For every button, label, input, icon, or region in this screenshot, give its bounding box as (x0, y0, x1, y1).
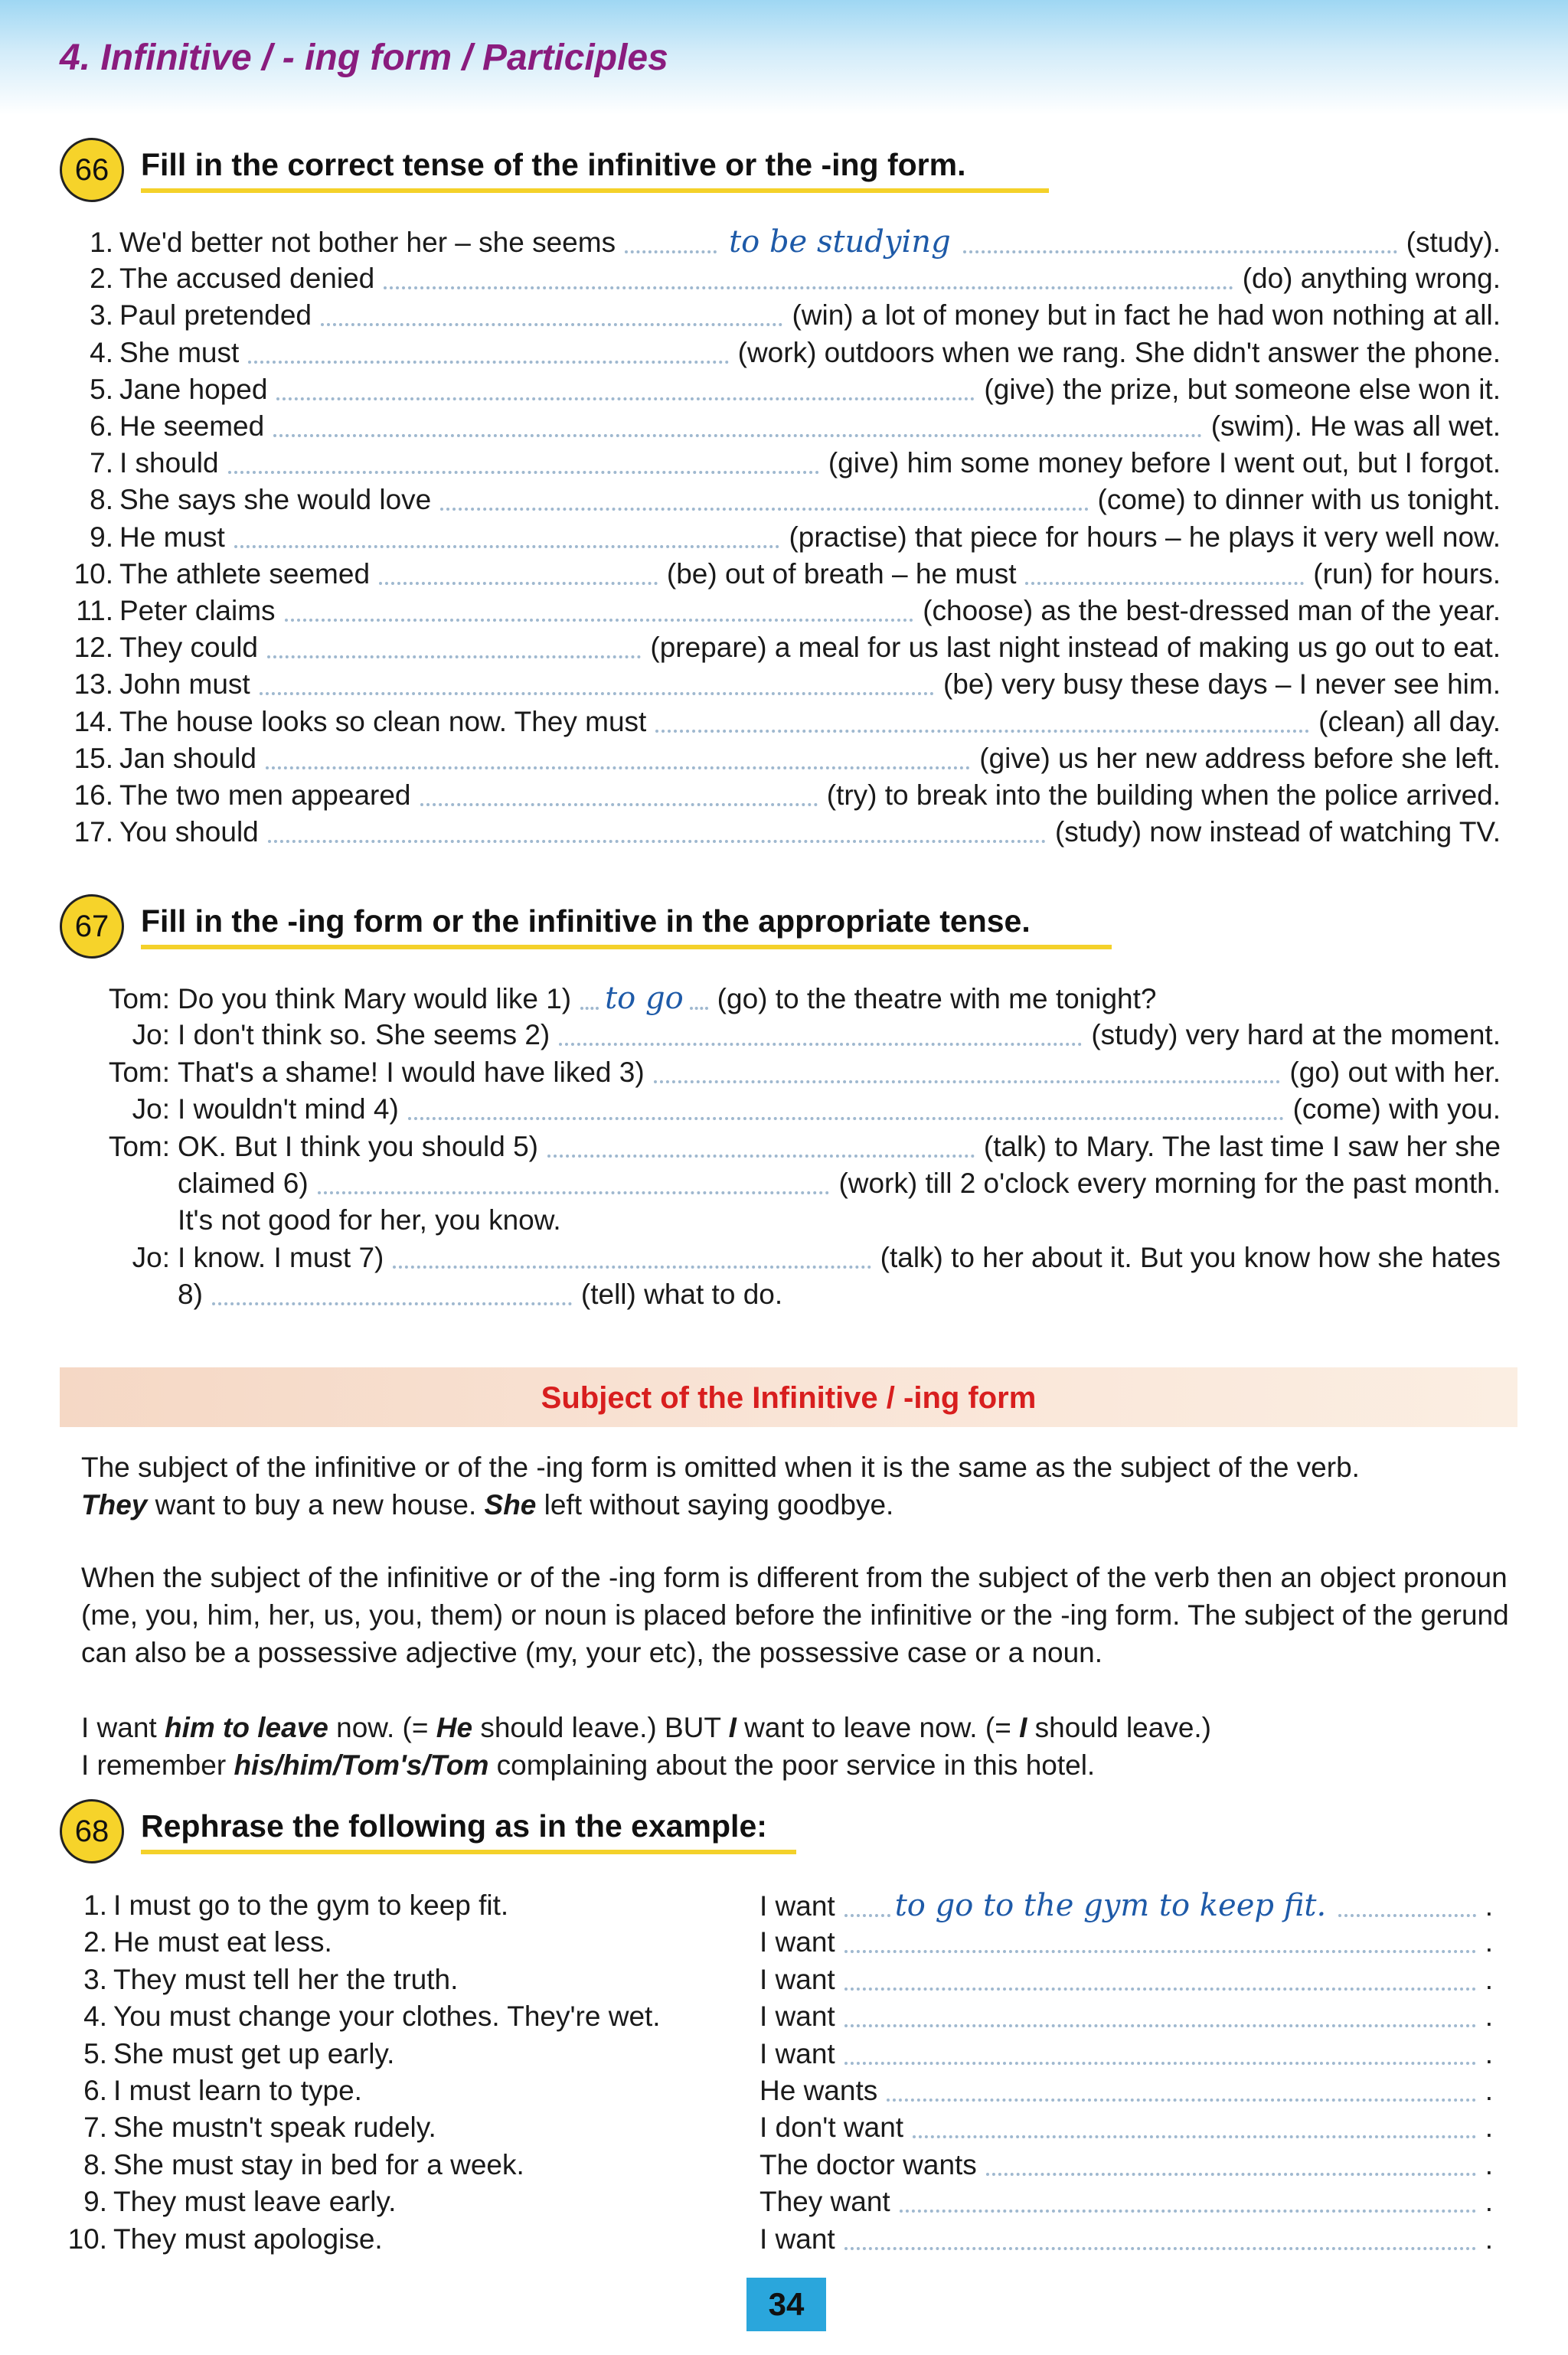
answer-blank[interactable] (844, 2024, 1476, 2027)
source-sentence: They must apologise. (113, 2223, 383, 2255)
exercise-item (66, 335, 1501, 371)
answer-blank[interactable] (273, 434, 1202, 437)
rephrase-source (60, 2036, 394, 2072)
rephrase-source (60, 2221, 383, 2258)
answer-blank[interactable] (580, 1007, 599, 1010)
item-prompt: The accused denied (119, 263, 375, 295)
item-number: 2. (90, 263, 113, 295)
dialogue-line (90, 1240, 1501, 1276)
item-prompt: She must (119, 336, 240, 368)
sentence-end: . (1485, 2223, 1493, 2255)
dialogue-hint: (talk) to her about it. But you know how she hates (880, 1241, 1501, 1273)
item-prompt: They could (119, 632, 258, 664)
dialogue-line (90, 1202, 561, 1239)
answer-blank[interactable] (654, 1080, 1281, 1083)
dialogue-line (90, 1091, 1501, 1128)
dialogue-hint: (talk) to Mary. The last time I saw her she (983, 1130, 1501, 1162)
answer-blank[interactable] (420, 803, 818, 806)
exercise-item (66, 260, 1501, 297)
answer-blank[interactable] (260, 692, 934, 695)
target-start: I want (760, 2037, 835, 2069)
dialogue-hint: (study) very hard at the moment. (1091, 1019, 1501, 1051)
rephrase-source (60, 1961, 458, 1998)
item-number: 16. (74, 779, 113, 811)
item-number: 15. (74, 742, 113, 774)
source-sentence: They must tell her the truth. (113, 1963, 459, 1995)
exercise-item (66, 445, 1501, 482)
dialogue-text: claimed 6) (178, 1168, 309, 1199)
exercise-item (66, 297, 1501, 334)
answer-blank[interactable] (625, 250, 717, 253)
item-number: 4. (83, 2001, 107, 2033)
item-hint: (come) to dinner with us tonight. (1097, 484, 1501, 516)
speaker-label: Jo: (132, 1019, 170, 1051)
item-prompt: He seemed (119, 410, 265, 442)
answer-blank[interactable] (887, 2099, 1475, 2102)
item-prompt: I should (119, 447, 219, 479)
rephrase-target (760, 2072, 1493, 2109)
rephrase-target (760, 2184, 1493, 2220)
exercise-item (66, 777, 1501, 814)
dialogue-text: I don't think so. She seems 2) (178, 1019, 550, 1051)
item-number: 14. (74, 705, 113, 737)
exercise-item (66, 814, 1501, 851)
item-hint: (try) to break into the building when the police arrived. (826, 779, 1501, 811)
answer-blank[interactable] (844, 2062, 1476, 2065)
sentence-end: . (1485, 2148, 1493, 2180)
item-number: 3. (83, 1963, 107, 1995)
dialogue-hint: (tell) what to do. (580, 1279, 783, 1311)
target-start: I want (760, 1890, 835, 1922)
exercise-item (66, 519, 1501, 556)
item-number: 9. (83, 2186, 107, 2218)
sentence-end: . (1485, 2001, 1493, 2033)
rephrase-source (60, 2184, 396, 2220)
speaker-label: Tom: (108, 1130, 170, 1162)
exercise-title: Fill in the -ing form or the infinitive in the appropriate tense. (141, 903, 1031, 939)
answer-blank[interactable] (408, 1117, 1284, 1120)
sentence-end: . (1485, 1963, 1493, 1995)
dialogue-text: Do you think Mary would like 1) (178, 983, 572, 1014)
dialogue-text: OK. But I think you should 5) (178, 1130, 538, 1162)
exercise-title: Fill in the correct tense of the infinitive or the -ing form. (141, 147, 966, 182)
item-number: 11. (76, 595, 113, 626)
item-hint: (do) anything wrong. (1242, 263, 1501, 295)
rephrase-source (60, 1924, 332, 1961)
source-sentence: They must leave early. (113, 2186, 397, 2218)
target-start: I want (760, 2001, 835, 2033)
item-hint: (be) very busy these days – I never see him. (942, 668, 1501, 701)
speaker-label: Jo: (132, 1241, 170, 1273)
dialogue-hint: (come) with you. (1292, 1093, 1501, 1125)
item-prompt: The two men appeared (119, 779, 411, 811)
exercise-item (66, 704, 1501, 740)
dialogue-line (90, 1054, 1501, 1091)
answer-blank[interactable] (844, 2247, 1476, 2250)
item-hint: (study) now instead of watching TV. (1054, 816, 1501, 848)
answer-blank[interactable] (900, 2210, 1476, 2213)
dialogue-line (90, 1165, 1501, 1202)
item-prompt: We'd better not bother her – she seems (119, 227, 616, 258)
answer-text: to go to the gym to keep fit. (894, 1888, 1327, 1923)
source-sentence: She mustn't speak rudely. (113, 2112, 436, 2144)
item-hint: (clean) all day. (1318, 705, 1501, 737)
item-hint: (swim). He was all wet. (1210, 410, 1501, 442)
item-prompt-middle: (be) out of breath – he must (666, 557, 1017, 590)
answer-blank[interactable] (384, 286, 1233, 289)
sentence-end: . (1485, 2186, 1493, 2218)
exercise-item (66, 224, 1501, 261)
item-number: 10. (67, 2223, 107, 2255)
rephrase-source (60, 1887, 508, 1924)
item-prompt: Paul pretended (119, 299, 312, 332)
grammar-rule-banner (60, 1367, 1517, 1427)
exercise-item (66, 408, 1501, 445)
dialogue-text: I wouldn't mind 4) (178, 1093, 399, 1125)
target-start: I want (760, 1963, 835, 1995)
answer-blank[interactable] (1025, 582, 1304, 585)
source-sentence: You must change your clothes. They're wet. (113, 2001, 661, 2033)
item-number: 13. (74, 668, 113, 701)
exercise-title: Rephrase the following as in the example: (141, 1808, 767, 1844)
answer-blank[interactable] (913, 2135, 1476, 2138)
target-start: They want (760, 2186, 890, 2218)
target-start: He wants (760, 2075, 878, 2106)
target-start: I don't want (760, 2112, 904, 2144)
item-prompt: Jan should (119, 742, 256, 774)
item-prompt: Peter claims (119, 595, 276, 626)
dialogue-line (90, 1276, 782, 1313)
answer-text: to go (605, 981, 684, 1016)
answer-blank[interactable] (234, 545, 780, 548)
dialogue-line (90, 1017, 1501, 1053)
exercise-number-badge: 66 (60, 138, 124, 202)
answer-blank[interactable] (248, 361, 728, 364)
item-number: 3. (90, 299, 113, 332)
source-sentence: She must stay in bed for a week. (113, 2148, 524, 2180)
item-number: 9. (90, 521, 113, 553)
item-hint: (study). (1406, 227, 1501, 258)
item-number: 6. (90, 410, 113, 442)
item-hint: (run) for hours. (1313, 557, 1501, 590)
rephrase-target (760, 2221, 1493, 2258)
item-number: 7. (83, 2112, 107, 2144)
rule-example-1: They want to buy a new house. She left without saying goodbye. (81, 1489, 894, 1520)
answer-blank[interactable] (285, 619, 914, 622)
item-number: 8. (83, 2148, 107, 2180)
chapter-title: 4. Infinitive / - ing form / Participles (60, 38, 668, 78)
exercise-item (66, 593, 1501, 629)
answer-blank[interactable] (321, 323, 782, 326)
dialogue-text: It's not good for her, you know. (178, 1204, 561, 1236)
item-prompt: John must (119, 668, 250, 701)
answer-blank[interactable] (1338, 1914, 1476, 1917)
item-prompt: You should (119, 816, 259, 848)
source-sentence: He must eat less. (113, 1926, 332, 1958)
item-number: 2. (83, 1926, 107, 1958)
answer-blank[interactable] (268, 840, 1046, 843)
sentence-end: . (1485, 1926, 1493, 1958)
item-number: 17. (74, 816, 113, 848)
answer-blank[interactable] (318, 1191, 830, 1194)
exercise-item (66, 482, 1501, 518)
source-sentence: I must go to the gym to keep fit. (113, 1890, 509, 1921)
answer-blank[interactable] (547, 1155, 975, 1158)
answer-blank[interactable] (844, 1950, 1476, 1953)
answer-blank[interactable] (212, 1302, 572, 1305)
item-prompt: She says she would love (119, 484, 432, 516)
answer-blank[interactable] (379, 582, 658, 585)
speaker-label: Jo: (132, 1093, 170, 1125)
rule-paragraph-2: When the subject of the infinitive or of the -ing form is different from the subject of the verb then an object pronoun (me, you, him, her, us, you, them) or noun is placed before the infinitive or the -ing form. The subject of the gerund can also be a possessive adjective (my, your etc), the possessive case or a noun. (81, 1562, 1509, 1668)
dialogue-text: That's a shame! I would have liked 3) (178, 1056, 645, 1088)
rule-example-3: I remember his/him/Tom's/Tom complaining about the poor service in this hotel. (81, 1749, 1096, 1781)
answer-blank[interactable] (655, 730, 1309, 733)
item-hint: (choose) as the best-dressed man of the year. (923, 595, 1501, 626)
grammar-rule-heading: Subject of the Infinitive / -ing form (541, 1381, 1037, 1415)
dialogue-hint: (work) till 2 o'clock every morning for the past month. (838, 1168, 1501, 1199)
answer-text: to be studying (729, 224, 951, 260)
answer-blank[interactable] (276, 397, 975, 400)
rephrase-target (760, 2109, 1493, 2146)
item-number: 10. (74, 557, 113, 590)
speaker-label: Tom: (108, 1056, 170, 1088)
item-prompt: Jane hoped (119, 373, 268, 405)
answer-blank[interactable] (267, 655, 641, 658)
target-start: I want (760, 2223, 835, 2255)
answer-blank[interactable] (986, 2173, 1476, 2176)
source-sentence: She must get up early. (113, 2037, 395, 2069)
item-hint: (give) him some money before I went out, but I forgot. (828, 447, 1501, 479)
title-underline (141, 945, 1112, 949)
answer-blank[interactable] (844, 1988, 1476, 1991)
rephrase-target (760, 2036, 1493, 2072)
rephrase-target (760, 1998, 1493, 2035)
title-underline (141, 1850, 796, 1854)
rephrase-source (60, 2109, 436, 2146)
exercise-item (66, 371, 1501, 408)
rephrase-target (760, 1887, 1493, 1925)
answer-blank[interactable] (963, 250, 1397, 253)
item-hint: (work) outdoors when we rang. She didn't answer the phone. (737, 336, 1501, 368)
item-number: 12. (74, 632, 113, 664)
item-prompt: He must (119, 521, 225, 553)
item-number: 6. (83, 2075, 107, 2106)
item-prompt: The athlete seemed (119, 557, 371, 590)
answer-blank[interactable] (440, 508, 1088, 511)
rephrase-source (60, 1998, 661, 2035)
answer-blank[interactable] (266, 766, 970, 769)
rephrase-target (760, 1924, 1493, 1961)
item-hint: (prepare) a meal for us last night instead of making us go out to eat. (650, 632, 1501, 664)
item-number: 5. (83, 2037, 107, 2069)
target-start: I want (760, 1926, 835, 1958)
exercise-item (66, 740, 1501, 777)
dialogue-hint: (go) to the theatre with me tonight? (717, 983, 1157, 1014)
item-hint: (give) us her new address before she left. (979, 742, 1501, 774)
rephrase-target (760, 2147, 1493, 2184)
sentence-end: . (1485, 1890, 1493, 1922)
answer-blank[interactable] (690, 1007, 708, 1010)
sentence-end: . (1485, 2075, 1493, 2106)
exercise-item (66, 556, 1501, 593)
answer-blank[interactable] (393, 1266, 871, 1269)
speaker-label: Tom: (108, 983, 170, 1014)
title-underline (141, 188, 1049, 193)
item-number: 4. (90, 336, 113, 368)
item-hint: (give) the prize, but someone else won it. (984, 373, 1501, 405)
item-number: 1. (90, 227, 113, 258)
rephrase-source (60, 2147, 524, 2184)
target-start: The doctor wants (760, 2148, 977, 2180)
rule-paragraph-1: The subject of the infinitive or of the -ing form is omitted when it is the same as the subject of the verb. (81, 1452, 1360, 1483)
item-hint: (practise) that piece for hours – he plays it very well now. (789, 521, 1501, 553)
source-sentence: I must learn to type. (113, 2075, 362, 2106)
item-number: 8. (90, 484, 113, 516)
answer-blank[interactable] (228, 471, 819, 474)
rephrase-target (760, 1961, 1493, 1998)
rephrase-source (60, 2072, 362, 2109)
exercise-item (66, 666, 1501, 703)
item-number: 7. (90, 447, 113, 479)
rule-example-2: I want him to leave now. (= He should leave.) BUT I want to leave now. (= I should leave.) (81, 1712, 1212, 1743)
dialogue-line (90, 1129, 1501, 1165)
sentence-end: . (1485, 2112, 1493, 2144)
answer-blank[interactable] (559, 1043, 1082, 1046)
item-number: 5. (90, 373, 113, 405)
exercise-number-badge: 67 (60, 894, 124, 959)
sentence-end: . (1485, 2037, 1493, 2069)
dialogue-text: I know. I must 7) (178, 1241, 384, 1273)
page-number: 34 (746, 2278, 826, 2331)
dialogue-hint: (go) out with her. (1289, 1056, 1501, 1088)
item-hint: (win) a lot of money but in fact he had won nothing at all. (792, 299, 1501, 332)
exercise-number-badge: 68 (60, 1799, 124, 1863)
dialogue-line (90, 980, 1157, 1017)
item-prompt: The house looks so clean now. They must (119, 705, 647, 737)
item-number: 1. (83, 1890, 107, 1921)
dialogue-text: 8) (178, 1279, 203, 1311)
answer-blank[interactable] (844, 1914, 890, 1917)
exercise-item (66, 629, 1501, 666)
